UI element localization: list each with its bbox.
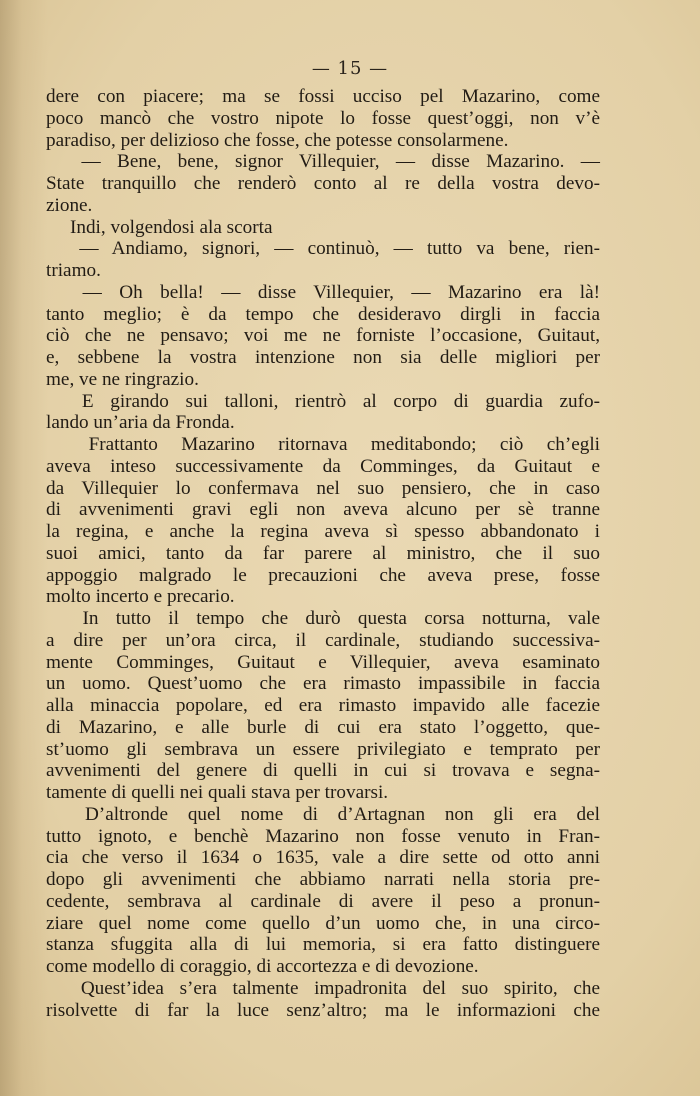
text-line: molto incerto e precario.: [46, 586, 235, 608]
text-line: E girando sui talloni, rientrò al corpo di guardia zufo-: [46, 390, 600, 412]
text-line: Quest’idea s’era talmente impadronita del suo spirito, che: [46, 977, 600, 999]
text-line: cia che verso il 1634 o 1635, vale a dire sette od otto anni: [46, 847, 600, 869]
body-text: [46, 86, 600, 1021]
text-line: dopo gli avvenimenti che abbiamo narrati nella storia pre-: [46, 869, 600, 890]
page-number: — 15 —: [311, 58, 389, 79]
text-line: cedente, sembrava al cardinale di avere il peso a pronun-: [46, 890, 600, 912]
text-line: — Oh bella! — disse Villequier, — Mazarino era là!: [46, 281, 600, 303]
text-line: alla minaccia popolare, ed era rimasto impavido alle facezie: [46, 695, 600, 716]
text-line: triamo.: [46, 260, 101, 281]
text-line: D’altronde quel nome di d’Artagnan non gli era del: [46, 803, 600, 825]
text-line: mente Comminges, Guitaut e Villequier, aveva esaminato: [46, 651, 600, 673]
text-line: tamente di quelli nei quali stava per trovarsi.: [46, 782, 389, 803]
text-line: ciò che ne pensavo; voi me ne forniste l’occasione, Guitaut,: [46, 325, 600, 347]
text-line: suoi amici, tanto da far parere al ministro, che il suo: [46, 542, 600, 564]
text-line: aveva inteso successivamente da Comminges, da Guitaut e: [46, 455, 600, 477]
text-line: stanza sfuggita alla di lui memoria, si era fatto distinguere: [46, 934, 600, 956]
text-line: In tutto il tempo che durò questa corsa notturna, vale: [46, 608, 600, 629]
text-line: risolvette di far la luce senz’altro; ma le informazioni che: [46, 999, 600, 1021]
text-line: avvenimenti del genere di quelli in cui si trovava e segna-: [46, 760, 600, 782]
text-line: — Andiamo, signori, — continuò, — tutto va bene, rien-: [46, 238, 600, 260]
text-line: me, ve ne ringrazio.: [46, 368, 199, 390]
text-line: zione.: [46, 194, 93, 216]
text-line: tutto ignoto, e benchè Mazarino non fosse venuto in Fran-: [46, 825, 600, 847]
text-line: Indi, volgendosi ala scorta: [46, 216, 273, 238]
text-line: — Bene, bene, signor Villequier, — disse Mazarino. —: [46, 151, 600, 173]
text-line: ziare quel nome come quello d’un uomo che, in una circo-: [46, 912, 600, 934]
text-line: un uomo. Quest’uomo che era rimasto impassibile in faccia: [46, 673, 600, 695]
text-line: da Villequier lo confermava nel suo pensiero, che in caso: [46, 477, 600, 499]
text-line: dere con piacere; ma se fossi ucciso pel Mazarino, come: [46, 86, 600, 107]
text-line: e, sebbene la vostra intenzione non sia delle migliori per: [46, 347, 600, 368]
text-line: State tranquillo che renderò conto al re della vostra devo-: [46, 173, 600, 194]
text-line: la regina, e anche la regina aveva sì spesso abbandonato i: [46, 521, 600, 542]
text-line: st’uomo gli sembrava un essere privilegiato e temprato per: [46, 738, 600, 760]
text-line: appoggio malgrado le precauzioni che aveva prese, fosse: [46, 564, 600, 586]
text-line: di Mazarino, e alle burle di cui era stato l’oggetto, que-: [46, 716, 600, 738]
text-line: come modello di coraggio, di accortezza e di devozione.: [46, 956, 479, 977]
text-line: di avvenimenti gravi egli non aveva alcuno per sè tranne: [46, 499, 600, 521]
text-line: tanto meglio; è da tempo che desideravo dirgli in faccia: [46, 303, 600, 325]
text-line: paradiso, per delizioso che fosse, che potesse consolarmene.: [46, 129, 509, 151]
text-line: a dire per un’ora circa, il cardinale, studiando successiva-: [46, 629, 600, 651]
text-line: Frattanto Mazarino ritornava meditabondo; ciò ch’egli: [46, 434, 600, 455]
text-line: lando un’aria da Fronda.: [46, 412, 235, 434]
text-line: poco mancò che vostro nipote lo fosse quest’oggi, non v’è: [46, 107, 600, 129]
